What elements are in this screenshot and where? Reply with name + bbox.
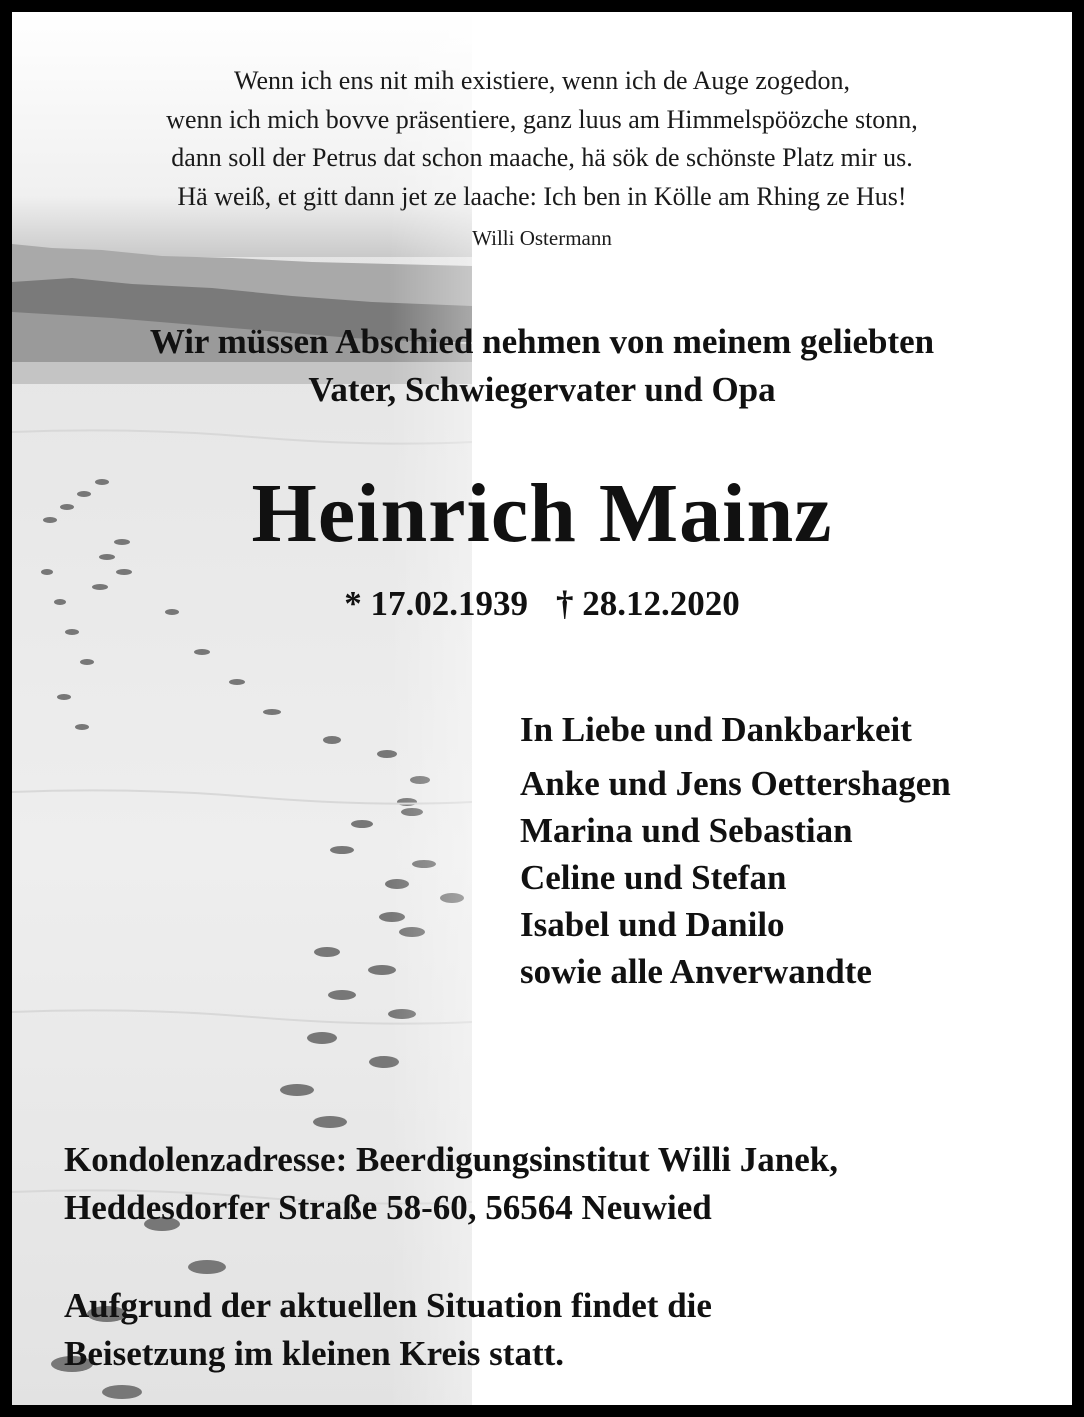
life-dates xyxy=(12,582,1072,626)
announcement-line: Vater, Schwiegervater und Opa xyxy=(308,370,776,409)
dedication: In Liebe und Dankbarkeit xyxy=(520,710,912,749)
poem-line: wenn ich mich bovve präsentiere, ganz luus am Himmelspöözche stonn, xyxy=(166,104,918,134)
condolence-line: Kondolenzadresse: Beerdigungsinstitut Willi Janek, xyxy=(64,1140,838,1179)
announcement-line: Wir müssen Abschied nehmen von meinem geliebten xyxy=(149,322,935,361)
poem xyxy=(12,62,1072,216)
poem-line: dann soll der Petrus dat schon maache, hä sök de schönste Platz mir us. xyxy=(171,143,913,172)
burial-line: Aufgrund der aktuellen Situation findet die xyxy=(64,1286,712,1325)
mourner-name: Isabel und Danilo xyxy=(520,905,785,944)
condolence-address xyxy=(64,1136,838,1232)
mourner-name: Anke und Jens Oettershagen xyxy=(520,764,951,803)
condolence-line: Heddesdorfer Straße 58-60, 56564 Neuwied xyxy=(64,1188,712,1227)
burial-line: Beisetzung im kleinen Kreis statt. xyxy=(64,1334,565,1373)
mourner-name: Celine und Stefan xyxy=(520,858,787,897)
mourner-name: Marina und Sebastian xyxy=(520,811,853,850)
poem-line: Hä weiß, et gitt dann jet ze laache: Ich ben in Kölle am Rhing ze Hus! xyxy=(177,181,907,211)
poem-line: Wenn ich ens nit mih existiere, wenn ich de Auge zogedon, xyxy=(234,66,850,95)
death-date: † 28.12.2020 xyxy=(556,584,740,623)
farewell-announcement xyxy=(12,318,1072,414)
deceased-name: Heinrich Mainz xyxy=(251,467,833,560)
mourner-list xyxy=(520,760,951,995)
birth-date: * 17.02.1939 xyxy=(344,584,528,623)
mourner-name: sowie alle Anverwandte xyxy=(520,952,872,991)
burial-note xyxy=(64,1282,712,1378)
poem-author: Willi Ostermann xyxy=(472,226,612,250)
mourners-block xyxy=(520,706,951,995)
